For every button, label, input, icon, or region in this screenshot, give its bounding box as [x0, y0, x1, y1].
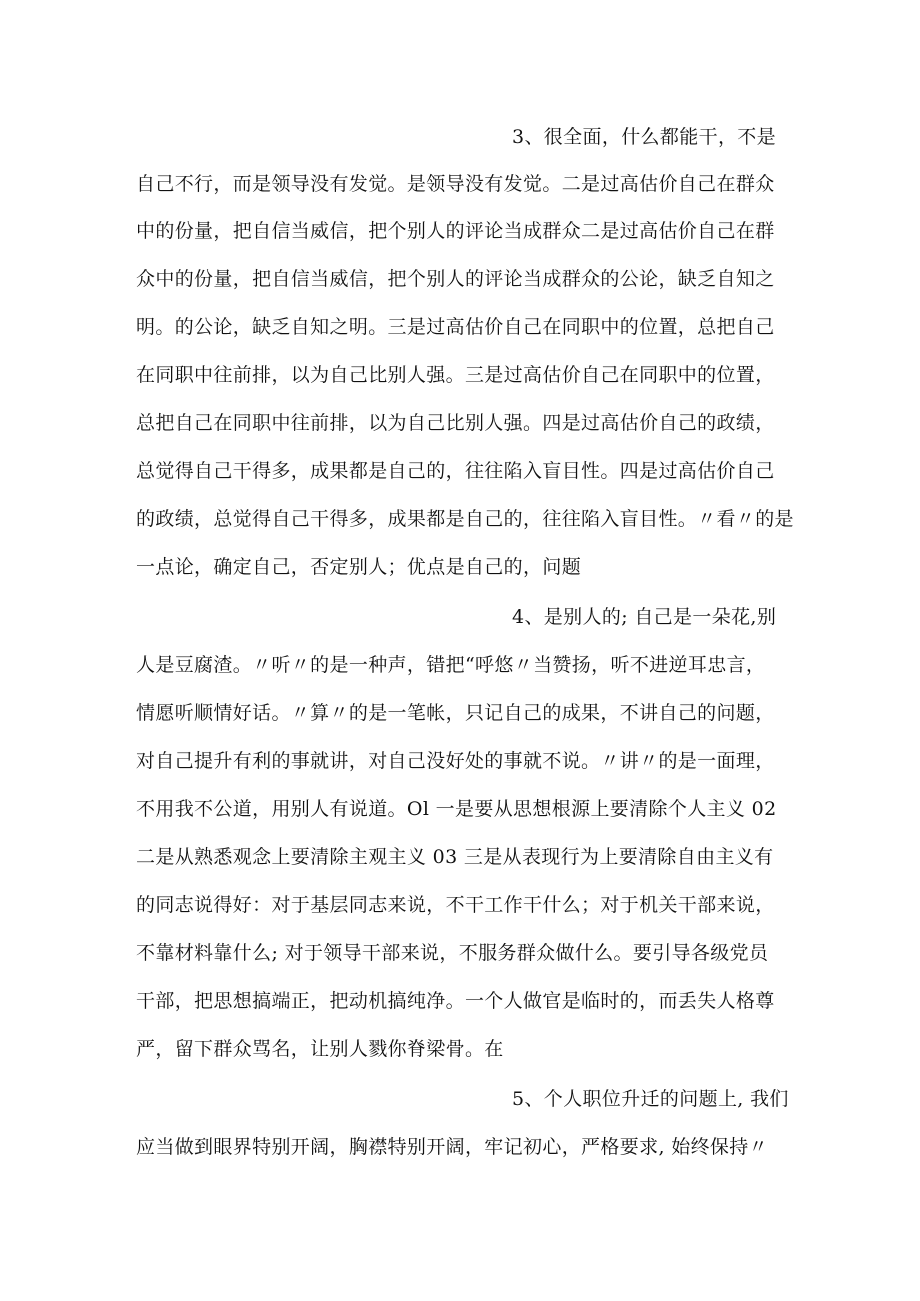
text-line: 不靠材料靠什么; 对于领导干部来说，不服务群众做什么。要引导各级党员 — [136, 942, 769, 964]
text-line: 应当做到眼界特别开阔，胸襟特别开阔，牢记初心，严格要求, 始终保持〃 — [136, 1136, 768, 1158]
text-line: 干部，把思想搞端正，把动机搞纯净。一个人做官是临时的，而丢失人格尊 — [136, 990, 775, 1012]
text-line: 情愿听顺情好话。〃算〃的是一笔帐，只记自己的成果，不讲自己的问题， — [136, 702, 775, 724]
text-line: 不用我不公道，用别人有说道。Ol 一是要从思想根源上要清除个人主义 02 — [136, 798, 777, 820]
text-line: 自己不行，而是领导没有发觉。是领导没有发觉。二是过高估价自己在群众 — [136, 173, 775, 195]
text-line: 对自己提升有利的事就讲，对自己没好处的事就不说。〃讲〃的是一面理， — [136, 750, 775, 772]
text-line: 的政绩，总觉得自己干得多，成果都是自己的，往往陷入盲目性。〃看〃的是 — [136, 508, 794, 530]
paragraph-5-heading: 5、个人职位升迁的问题上, 我们 — [512, 1088, 789, 1110]
paragraph-3-heading: 3、很全面，什么都能干，不是 — [512, 126, 776, 148]
text-line: 二是从熟悉观念上要清除主观主义 03 三是从表现行为上要清除自由主义有 — [136, 846, 774, 868]
text-line: 人是豆腐渣。〃听〃的是一种声，错把“呼悠〃当赞扬，听不进逆耳忠言， — [136, 654, 766, 676]
text-line: 严，留下群众骂名，让别人戮你脊梁骨。在 — [136, 1038, 504, 1060]
text-line: 明。的公论，缺乏自知之明。三是过高估价自己在同职中的位置，总把自己 — [136, 316, 775, 338]
text-line: 众中的份量，把自信当威信，把个别人的评论当成群众的公论，缺乏自知之 — [136, 268, 775, 290]
paragraph-4-heading: 4、是别人的; 自己是一朵花,别 — [512, 606, 777, 628]
text-line: 总把自己在同职中往前排，以为自己比别人强。四是过高估价自己的政绩， — [136, 412, 775, 434]
text-line: 中的份量，把自信当威信，把个别人的评论当成群众二是过高估价自己在群 — [136, 220, 775, 242]
text-line: 的同志说得好：对于基层同志来说，不干工作干什么；对于机关干部来说， — [136, 894, 775, 916]
text-line: 一点论，确定自己，否定别人；优点是自己的，问题 — [136, 556, 582, 578]
text-line: 在同职中往前排，以为自己比别人强。三是过高估价自己在同职中的位置， — [136, 364, 775, 386]
text-line: 总觉得自己干得多，成果都是自己的，往往陷入盲目性。四是过高估价自己 — [136, 460, 775, 482]
